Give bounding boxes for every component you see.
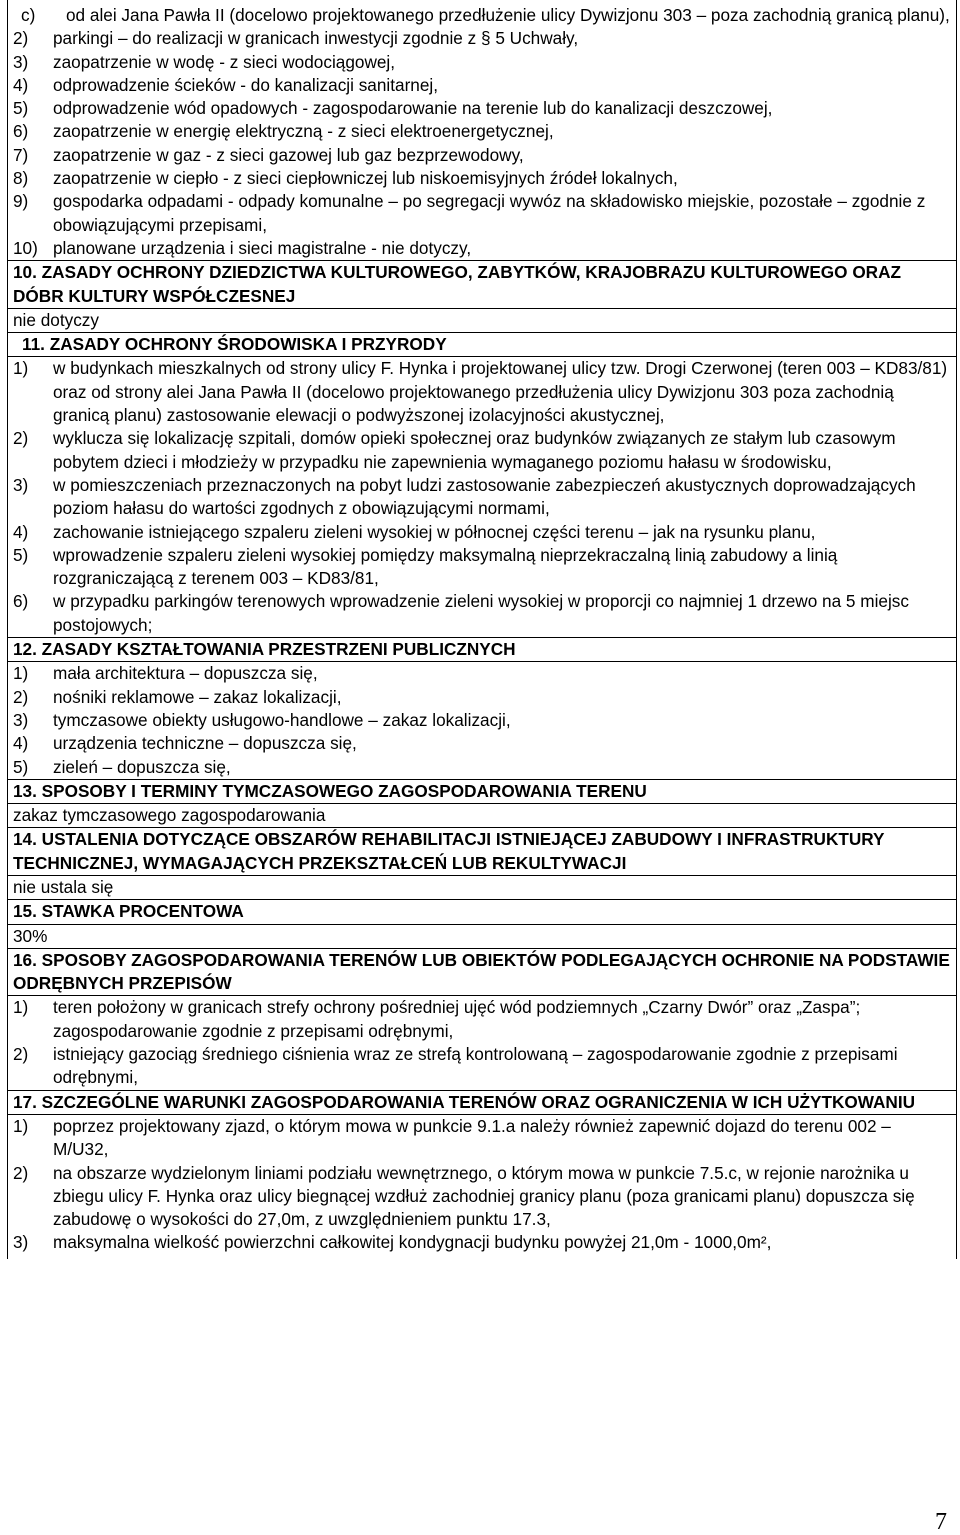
section-15-heading-box [7, 900, 957, 924]
section-14-heading-box [7, 828, 957, 876]
list-item [13, 357, 951, 427]
section-heading: 16. SPOSOBY ZAGOSPODAROWANIA TERENÓW LUB OBIEKTÓW PODLEGAJĄCYCH OCHRONIE NA PODSTAWIE ODRĘBNYCH PRZEPISÓW [13, 949, 950, 994]
item-text: nośniki reklamowe – zakaz lokalizacji, [53, 686, 342, 707]
item-text: wprowadzenie szpaleru zieleni wysokiej pomiędzy maksymalną nieprzekraczalną linią zabudowy a linią rozgraniczającą z terenem 003 – KD83/81, [53, 544, 838, 589]
list-item [13, 1162, 951, 1232]
section-heading: 14. USTALENIA DOTYCZĄCE OBSZARÓW REHABILITACJI ISTNIEJĄCEJ ZABUDOWY I INFRASTRUKTURY TECHNICZNEJ, WYMAGAJĄCYCH PRZEKSZTAŁCEŃ LUB REKULTYWACJI [13, 829, 885, 873]
list-item [13, 120, 951, 143]
list-item [13, 167, 951, 190]
section-17-heading-box [7, 1091, 957, 1115]
item-text: zaopatrzenie w ciepło - z sieci ciepłowniczej lub niskoemisyjnych źródeł lokalnych, [53, 168, 678, 189]
page-number: 7 [935, 1509, 947, 1535]
item-number: 4) [13, 521, 29, 542]
section-heading: 11. ZASADY OCHRONY ŚRODOWISKA I PRZYRODY [22, 334, 447, 355]
item-text: poprzez projektowany zjazd, o którym mowa w punkcie 9.1.a należy również zapewnić dojazd do terenu 002 – M/U32, [53, 1115, 891, 1160]
section-16-body-box [7, 996, 957, 1090]
item-number: c) [21, 5, 36, 25]
item-text: istniejący gazociąg średniego ciśnienia wraz ze strefą kontrolowaną – zagospodarowanie zgodnie z przepisami odrębnymi, [53, 1044, 898, 1088]
list-item [13, 1231, 951, 1258]
item-text: tymczasowe obiekty usługowo-handlowe – zakaz lokalizacji, [53, 709, 511, 730]
section-11-body-box [7, 357, 957, 638]
list-item [13, 237, 951, 260]
item-text: w przypadku parkingów terenowych wprowadzenie zieleni wysokiej w proporcji co najmniej 1 drzewo na 5 miejsc postojowych; [53, 591, 909, 635]
list-item [13, 686, 951, 709]
section-16-heading-box [7, 949, 957, 997]
list-item [13, 521, 951, 544]
item-number: 9) [13, 191, 29, 212]
list-item [13, 97, 951, 120]
item-number: 1) [13, 358, 29, 379]
list-item [13, 27, 951, 50]
item-text: odprowadzenie wód opadowych - zagospodarowanie na terenie lub do kanalizacji deszczowej, [53, 98, 773, 119]
section-body: 30% [13, 925, 48, 946]
item-text: gospodarka odpadami - odpady komunalne – po segregacji wywóz na składowisko miejskie, pozostałe – zgodnie z obowiązującymi przepisami, [53, 191, 926, 235]
list-item [13, 4, 951, 27]
item-number: 2) [13, 28, 29, 49]
item-text: zieleń – dopuszcza się, [53, 756, 231, 777]
item-text: w budynkach mieszkalnych od strony ulicy F. Hynka i projektowanej ulicy tzw. Drogi Czerwonej (teren 003 – KD83/81) oraz od strony alei Jana Pawła II (docelowo projektowanego przedłużenia ulicy Dywizjonu 303 poza zachodnią granicą planu) zastosowanie elewacji o podwyższonej izolacyjności akustycznej, [53, 358, 948, 426]
section-17-body-box [7, 1115, 957, 1259]
item-number: 2) [13, 1162, 29, 1183]
item-text: zaopatrzenie w gaz - z sieci gazowej lub gaz bezprzewodowy, [53, 144, 524, 165]
list-item [13, 74, 951, 97]
list-item [13, 662, 951, 685]
list-item [13, 144, 951, 167]
list-item [13, 427, 951, 474]
document-page [7, 0, 957, 1259]
item-text: parkingi – do realizacji w granicach inwestycji zgodnie z § 5 Uchwały, [53, 28, 579, 49]
item-text: zachowanie istniejącego szpaleru zieleni wysokiej w północnej części terenu – jak na rysunku planu, [53, 521, 816, 542]
item-number: 5) [13, 98, 29, 119]
section-heading: 10. ZASADY OCHRONY DZIEDZICTWA KULTUROWEGO, ZABYTKÓW, KRAJOBRAZU KULTUROWEGO ORAZ DÓBR KULTURY WSPÓŁCZESNEJ [13, 262, 902, 306]
item-number: 2) [13, 686, 29, 707]
item-number: 5) [13, 756, 29, 777]
section-body: zakaz tymczasowego zagospodarowania [13, 805, 326, 826]
section-11-heading-box [7, 333, 957, 357]
list-item [13, 732, 951, 755]
section-14-body-box [7, 876, 957, 900]
list-item [13, 590, 951, 637]
list-item [13, 190, 951, 237]
item-number: 1) [13, 997, 29, 1018]
item-text: mała architektura – dopuszcza się, [53, 663, 318, 684]
list-item [13, 474, 951, 521]
section-heading: 15. STAWKA PROCENTOWA [13, 901, 244, 922]
section-13-heading-box [7, 780, 957, 804]
section-body: nie ustala się [13, 876, 114, 897]
item-number: 3) [13, 1232, 29, 1253]
item-number: 4) [13, 74, 29, 95]
section-9-continued [7, 0, 957, 261]
item-text: odprowadzenie ścieków - do kanalizacji sanitarnej, [53, 74, 439, 95]
list-item [13, 1115, 951, 1162]
item-number: 3) [13, 51, 29, 72]
section-13-body-box [7, 804, 957, 828]
section-12-heading-box [7, 638, 957, 662]
item-text: zaopatrzenie w energię elektryczną - z sieci elektroenergetycznej, [53, 121, 554, 142]
item-number: 6) [13, 121, 29, 142]
item-number: 2) [13, 1044, 29, 1065]
item-number: 2) [13, 428, 29, 449]
item-text: wyklucza się lokalizację szpitali, domów opieki społecznej oraz budynków związanych ze stałym lub czasowym pobytem dzieci i młodzieży w przypadku nie zapewnienia wymaganego poziomu hałasu w środowisku, [53, 428, 896, 472]
item-text: na obszarze wydzielonym liniami podziału wewnętrznego, o którym mowa w punkcie 7.5.c, w rejonie narożnika u zbiegu ulicy F. Hynka oraz ulicy biegnącej wzdłuż zachodniej granicy planu (poza granicami planu) dopuszcza się zabudowę o wysokości do 27,0m, z uwzględnieniem punktu 17.3, [53, 1162, 915, 1230]
section-12-body-box [7, 662, 957, 779]
item-text: zaopatrzenie w wodę - z sieci wodociągowej, [53, 51, 396, 72]
list-item [13, 996, 951, 1043]
item-text: maksymalna wielkość powierzchni całkowitej kondygnacji budynku powyżej 21,0m - 1000,0m², [53, 1232, 772, 1253]
item-number: 7) [13, 144, 29, 165]
item-number: 3) [13, 709, 29, 730]
item-text: teren położony w granicach strefy ochrony pośredniej ujęć wód podziemnych „Czarny Dwór” oraz „Zaspa”; zagospodarowanie zgodnie z przepisami odrębnymi, [53, 997, 861, 1041]
item-number: 8) [13, 168, 29, 189]
section-10-heading-box [7, 261, 957, 309]
item-number: 1) [13, 1115, 29, 1136]
section-heading: 12. ZASADY KSZTAŁTOWANIA PRZESTRZENI PUBLICZNYCH [13, 639, 516, 660]
item-number: 10) [13, 237, 38, 258]
list-item [13, 756, 951, 779]
item-number: 3) [13, 474, 29, 495]
section-body: nie dotyczy [13, 309, 99, 330]
item-text: od alei Jana Pawła II (docelowo projektowanego przedłużenie ulicy Dywizjonu 303 – poza zachodnią granicą planu), [66, 5, 950, 25]
item-number: 5) [13, 544, 29, 565]
section-10-body-box [7, 309, 957, 333]
item-text: planowane urządzenia i sieci magistralne - nie dotyczy, [53, 237, 472, 258]
section-heading: 17. SZCZEGÓLNE WARUNKI ZAGOSPODAROWANIA TERENÓW ORAZ OGRANICZENIA W ICH UŻYTKOWANIU [13, 1091, 916, 1112]
list-item [13, 544, 951, 591]
item-text: urządzenia techniczne – dopuszcza się, [53, 733, 357, 754]
list-item [13, 1043, 951, 1090]
item-number: 4) [13, 733, 29, 754]
list-item [13, 51, 951, 74]
item-number: 6) [13, 591, 29, 612]
item-text: w pomieszczeniach przeznaczonych na pobyt ludzi zastosowanie zabezpieczeń akustycznych doprowadzających poziom hałasu do wartości zgodnych z obowiązującymi normami, [53, 474, 916, 519]
list-item [13, 709, 951, 732]
section-heading: 13. SPOSOBY I TERMINY TYMCZASOWEGO ZAGOSPODAROWANIA TERENU [13, 780, 647, 801]
section-15-body-box [7, 925, 957, 949]
item-number: 1) [13, 663, 29, 684]
